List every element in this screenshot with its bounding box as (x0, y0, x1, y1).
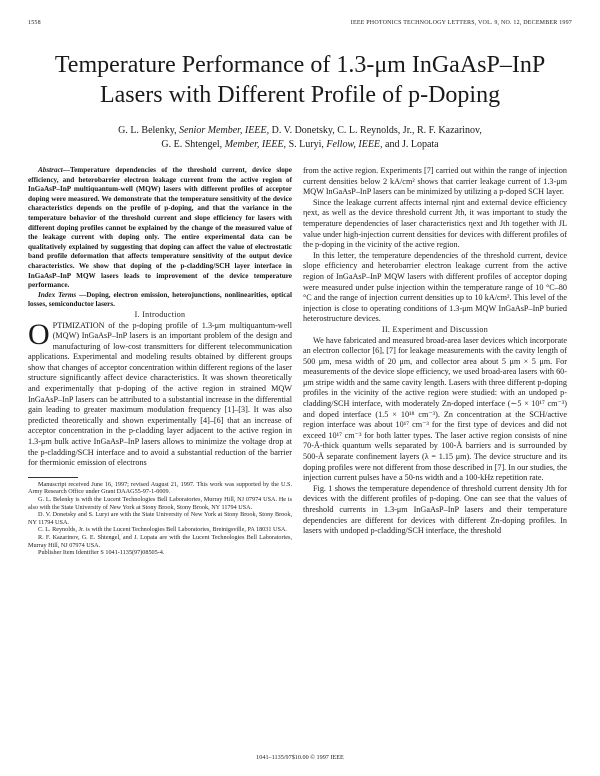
intro-paragraph (28, 317, 292, 469)
footnote: R. F. Kazarinov, G. E. Shtengel, and J. Lopata are with the Lucent Technologies Bell Laboratories, Murray Hill, NJ 07974 USA. (28, 533, 292, 549)
experiment-paragraph-1: We have fabricated and measured broad-area laser devices which incorporate an electron collector [6], [7] for leakage measurements with the cavity length of 500 μm, mesa width of 20 μm, and collector area about 5 μm × 5 μm. For measurements of the device slope efficiency, we used broad-area lasers with 60-μm stripe width and the same cavity length. Lasers with three different p-doping profiles in the vicinity of the active region were studied: with an undoped p-cladding/SCH interface, with moderately Zn-doped interface (∼5 × 10¹⁷ cm⁻³) and doped interface (1.5 × 10¹⁸ cm⁻³). Zn concentration at the SCH/active region interface was about 10¹⁷ cm⁻³ for the first type of devices and did not exceed 10¹⁷ cm⁻³ for both latter types. The laser active region consists of nine 70-Å-thick quantum wells separated by 100-Å barriers and is surrounded by 500-Å separate confinement layers (λ = 1.15 μm). The device structure and its doping profiles were not different from those described in [7]. In our studies, the injection current pulses have a 50-ns width and a 100-kHz repetition rate. (303, 335, 567, 483)
left-column (28, 166, 292, 557)
copyright-footer: 1041–1135/97$10.00 © 1997 IEEE (256, 754, 344, 761)
abstract-label: Abstract— (38, 166, 70, 174)
author-list (28, 124, 572, 152)
experiment-paragraph-2: Fig. 1 shows the temperature dependence of threshold current density Jth for devices with the different profiles of p-doping. One can see that the values of threshold currents in 1.3-μm InGaAsP–InP lasers and their temperature dependencies are different for devices with different Zn-doping profiles. In lasers with undoped p-cladding/SCH interface, the threshold (303, 483, 567, 536)
author-4: S. Luryi, (288, 139, 324, 150)
intro-continuation: from the active region. Experiments [7] carried out within the range of injection current densities below 2 kA/cm² shows that carrier leakage current of 1.3-μm MQW InGaAsP–InP lasers can be minimized by utilizing a p-doped SCH layer. (303, 166, 567, 197)
footnote: Manuscript received June 16, 1997; revised August 21, 1997. This work was supported by the U.S. Army Research Office under Grant DAAG55-97-1-0009. (28, 480, 292, 496)
intro-paragraph-2: Since the leakage current affects internal ηint and external device efficiency ηext, as well as the device threshold current Jth, it was important to study the temperature dependencies of laser characteristics ηext and Jth together with JL value under high-injection current densities for devices with different profiles of the p-doping in the vicinity of the active region. (303, 197, 567, 250)
drop-cap: O (28, 317, 50, 351)
intro-text: PTIMIZATION of the p-doping profile of 1.3-μm multiquantum-well (MQW) InGaAsP–InP lasers is an important problem of the design and manufacturing of low-cost transmitters for different telecommunication applications. Experimental and modeling results obtained by different groups show that changes of acceptor concentration within different regions of the laser structure significantly affect device characteristics. It was shown theoretically and experimentally that p-doping of the active region in strained MQW InGaAsP–InP lasers can be attributed to a substantial increase in the differential gain leading to greater maximum modulation frequency [1]–[3]. It was also predicted theoretically and shown experimentally [4]–[6] that an increase of acceptor concentration in the p-cladding layer adjacent to the active region in 1.3-μm bulk active InGaAsP–InP lasers allows to minimize the voltage drop at the p-cladding/SCH interface and to avoid a substantial reduction of the barrier for thermionic emission of electrons (28, 320, 292, 468)
paper-title (28, 50, 572, 110)
page-number: 1558 (28, 20, 41, 26)
running-header (28, 20, 572, 30)
author-3: G. E. Shtengel, (161, 139, 223, 150)
right-column (303, 166, 567, 537)
footnote: D. V. Donetsky and S. Luryi are with the State University of New York at Stony Brook, Stony Brook, NY 11794 USA. (28, 511, 292, 526)
footnote: C. L. Reynolds, Jr. is with the Lucent Technologies Bell Laboratories, Breinigsville, PA 18031 USA. (38, 526, 287, 534)
author-2: D. V. Donetsky, C. L. Reynolds, Jr., R. F. Kazarinov, (271, 125, 482, 136)
section-heading-introduction: I. Introduction (134, 309, 186, 319)
footnote: Publisher Item Identifier S 1041-1135(97)08505-4. (38, 549, 165, 557)
author-3-role: Member, IEEE, (224, 139, 287, 150)
index-terms-text: Doping, electron emission, heterojunctions, nonlinearities, optical losses, semiconductor lasers. (28, 290, 293, 309)
author-4-role: Fellow, IEEE, (326, 139, 383, 150)
index-terms (28, 291, 292, 310)
section-heading-experiment: II. Experiment and Discussion (381, 324, 488, 334)
author-1: G. L. Belenky, (118, 125, 177, 136)
footnote-rule (28, 477, 78, 478)
intro-paragraph-3: In this letter, the temperature dependencies of the threshold current, device slope efficiency and heterobarrier electron leakage current from the active region of InGaAsP–InP MQW lasers with different profiles of acceptor doping were measured under pulse injection within the temperature range of 10 °C–80 °C and the range of injection current densities up to 10 kA/cm². This level of the injection is close to operating conditions of 1.3-μm MQW InGaAsP–InP buried heterostructure devices. (303, 250, 567, 324)
journal-name: IEEE PHOTONICS TECHNOLOGY LETTERS, VOL. 9, NO. 12, DECEMBER 1997 (350, 20, 572, 26)
abstract-text: Temperature dependencies of the threshold current, device slope efficiency, and heterobarrier electron leakage current from the active region of InGaAsP–InP multiquantum-well (MQW) lasers with different profiles of acceptor doping were measured. We demonstrate that the temperature sensitivity of the device characteristics depends on the profile of p-doping, and that the variance in the temperature behavior of the threshold current and slope efficiency for lasers with different doping profiles cannot be explained by the change of the measured value of the leakage current with doping only. The entire experimental data can be qualitatively explained by suggesting that doping can affect the value of electrostatic band profile deformation that affects temperature sensitivity of the output device characteristics. We show that doping of the p-cladding/SCH layer interface in InGaAsP–InP MQW lasers leads to improvement of the device temperature performance. (28, 166, 292, 290)
index-terms-label: Index Terms — (38, 290, 87, 299)
abstract (28, 166, 292, 291)
title-line-1: Temperature Performance of 1.3-μm InGaAsP–InP (54, 52, 546, 78)
title-line-2: Lasers with Different Profile of p-Doping (99, 82, 501, 108)
author-5: and J. Lopata (385, 139, 439, 150)
author-1-role: Senior Member, IEEE, (179, 125, 270, 136)
footnote: G. L. Belenky is with the Lucent Technologies Bell Laboratories, Murray Hill, NJ 07974 USA. He is also with the State University of New York at Stony Brook, Stony Brook, NY 11794 USA. (28, 496, 292, 511)
